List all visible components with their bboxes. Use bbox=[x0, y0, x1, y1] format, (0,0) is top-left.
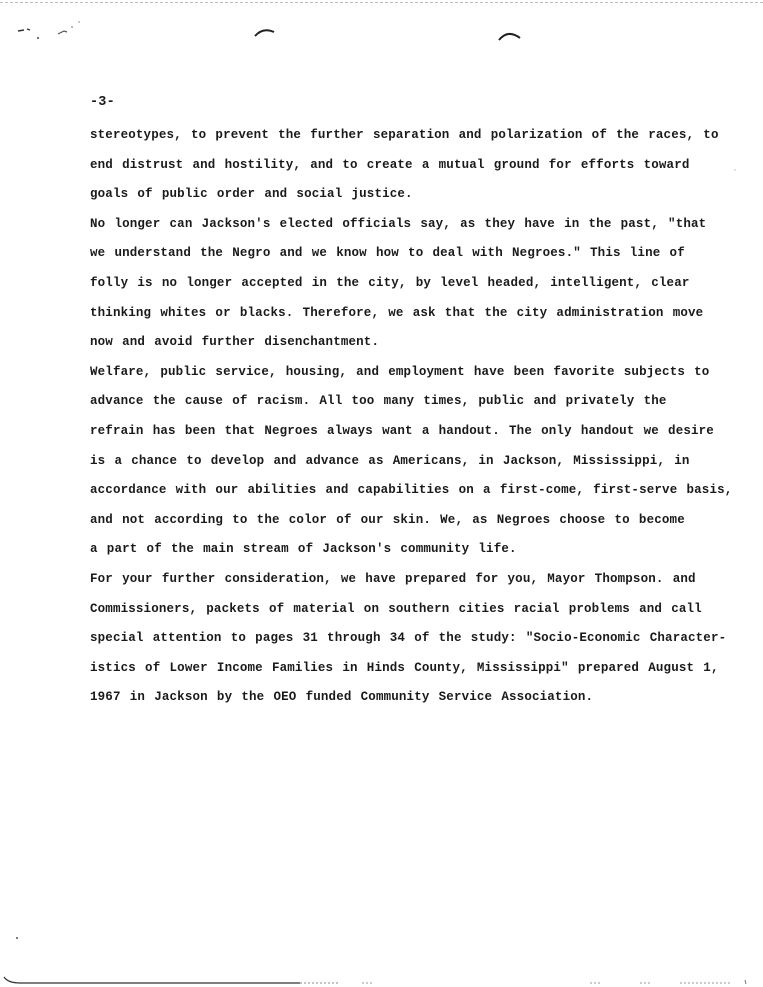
binder-hole-mark bbox=[255, 30, 274, 36]
page-number: -3- bbox=[90, 95, 115, 110]
text-line: istics of Lower Income Families in Hinds County, Mississippi" prepared August 1, bbox=[90, 660, 719, 675]
text-line: special attention to pages 31 through 34 of the study: "Socio-Economic Character- bbox=[90, 631, 727, 646]
text-line: Welfare, public service, housing, and employment have been favorite subjects to bbox=[90, 364, 710, 379]
text-line: goals of public order and social justice. bbox=[90, 187, 413, 202]
text-line: thinking whites or blacks. Therefore, we ask that the city administration move bbox=[90, 305, 704, 320]
text-line: is a chance to develop and advance as Americans, in Jackson, Mississippi, in bbox=[90, 453, 690, 468]
speck-mark bbox=[37, 37, 39, 39]
scan-bottom-edge bbox=[0, 975, 763, 987]
speck-mark bbox=[58, 31, 67, 34]
text-line: end distrust and hostility, and to create a mutual ground for efforts toward bbox=[90, 157, 690, 172]
binder-hole-mark bbox=[499, 34, 520, 40]
text-line: refrain has been that Negroes always want a handout. The only handout we desire bbox=[90, 423, 714, 438]
text-line: a part of the main stream of Jackson's community life. bbox=[90, 542, 517, 557]
text-line: 1967 in Jackson by the OEO funded Community Service Association. bbox=[90, 690, 594, 705]
speck-mark bbox=[78, 21, 79, 22]
text-line: and not according to the color of our skin. We, as Negroes choose to become bbox=[90, 512, 685, 527]
speck-mark bbox=[71, 26, 73, 28]
text-line: advance the cause of racism. All too many times, public and privately the bbox=[90, 394, 667, 409]
text-line: Commissioners, packets of material on southern cities racial problems and call bbox=[90, 601, 702, 616]
text-line: stereotypes, to prevent the further separation and polarization of the races, to bbox=[90, 128, 719, 142]
text-line: accordance with our abilities and capabilities on a first-come, first-serve basis, bbox=[90, 483, 733, 498]
text-line: For your further consideration, we have prepared for you, Mayor Thompson. and bbox=[90, 571, 696, 586]
speck-mark bbox=[18, 29, 30, 31]
text-line: folly is no longer accepted in the city, by level headed, intelligent, clear bbox=[90, 275, 690, 290]
body-text bbox=[90, 127, 740, 719]
text-line: No longer can Jackson's elected officials say, as they have in the past, "that bbox=[90, 216, 707, 231]
text-line: we understand the Negro and we know how to deal with Negroes." This line of bbox=[90, 246, 685, 261]
speck-mark bbox=[16, 937, 18, 939]
text-line: now and avoid further disenchantment. bbox=[90, 335, 380, 350]
